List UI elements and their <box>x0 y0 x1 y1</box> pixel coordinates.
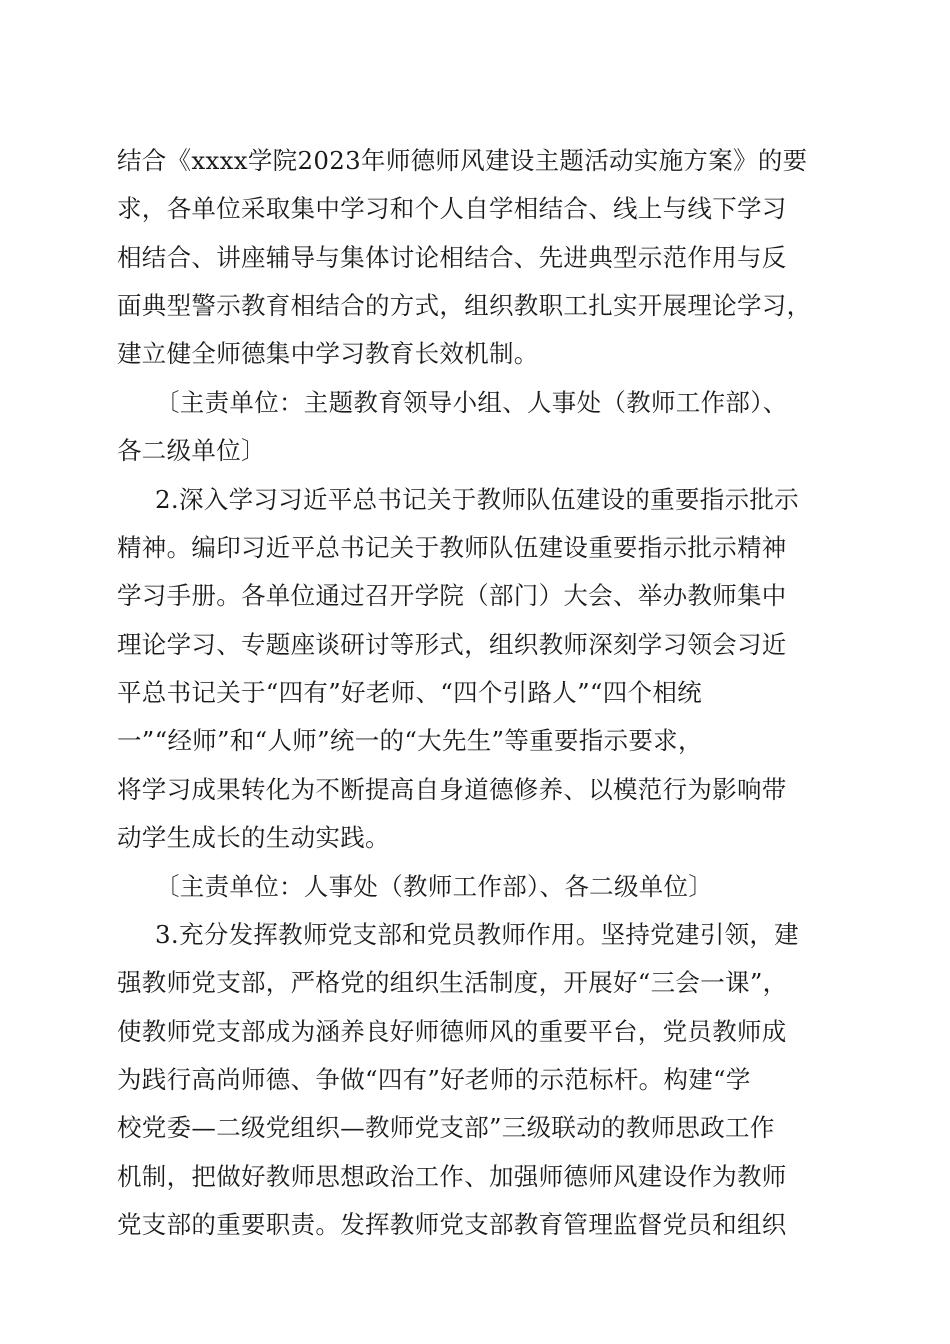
text-line: 精神。编印习近平总书记关于教师队伍建设重要指示批示精神 <box>117 533 787 562</box>
text-line: 平总书记关于“四有”好老师、“四个引路人”“四个相统 <box>117 678 702 707</box>
text-line: 建立健全师德集中学习教育长效机制。 <box>117 339 539 368</box>
text-line: 强教师党支部，严格党的组织生活制度，开展好“三会一课”， <box>117 968 788 997</box>
text-line: 动学生成长的生动实践。 <box>117 823 390 852</box>
text-line: 机制，把做好教师思想政治工作、加强师德师风建设作为教师 <box>117 1162 787 1191</box>
text-line: 党支部的重要职责。发挥教师党支部教育管理监督党员和组织 <box>117 1210 787 1239</box>
text-line: 结合《xxxx学院2023年师德师风建设主题活动实施方案》的要 <box>117 146 808 175</box>
section-heading: 2.深入学习习近平总书记关于教师队伍建设的重要指示批示 <box>155 485 799 514</box>
responsible-unit-note: 〔主责单位：主题教育领导小组、人事处（教师工作部）、 <box>155 388 788 417</box>
text-line: 使教师党支部成为涵养良好师德师风的重要平台，党员教师成 <box>117 1017 787 1046</box>
section-heading: 3.充分发挥教师党支部和党员教师作用。坚持党建引领，建 <box>155 920 799 949</box>
text-line: 校党委—二级党组织—教师党支部”三级联动的教师思政工作 <box>117 1113 775 1142</box>
text-line: 学习手册。各单位通过召开学院（部门）大会、举办教师集中 <box>117 581 787 610</box>
text-line: 一”“经师”和“人师”统一的“大先生”等重要指示要求， <box>117 726 703 755</box>
text-line: 求，各单位采取集中学习和个人自学相结合、线上与线下学习 <box>117 194 787 223</box>
responsible-unit-note: 〔主责单位：人事处（教师工作部）、各二级单位〕 <box>155 872 714 901</box>
text-line: 相结合、讲座辅导与集体讨论相结合、先进典型示范作用与反 <box>117 243 787 272</box>
text-line: 面典型警示教育相结合的方式，组织教职工扎实开展理论学习， <box>117 291 812 320</box>
text-line: 理论学习、专题座谈研讨等形式，组织教师深刻学习领会习近 <box>117 630 787 659</box>
text-line: 为践行高尚师德、争做“四有”好老师的示范标杆。构建“学 <box>117 1065 751 1094</box>
responsible-unit-note: 各二级单位〕 <box>117 436 266 465</box>
text-line: 将学习成果转化为不断提高自身道德修养、以模范行为影响带 <box>117 775 787 804</box>
